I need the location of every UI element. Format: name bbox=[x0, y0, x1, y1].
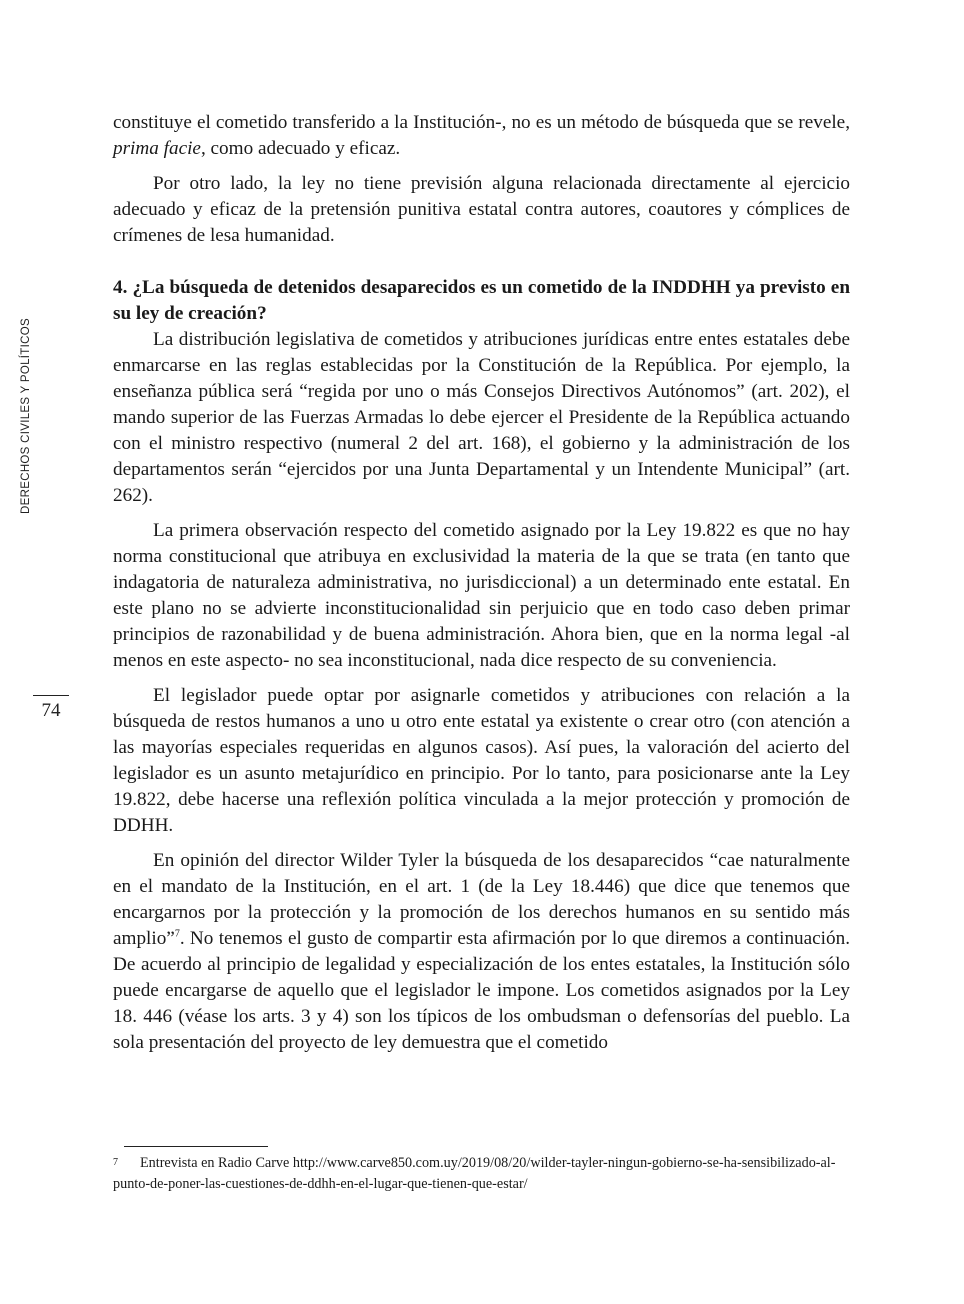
footnote-text: Entrevista en Radio Carve http://www.carve850.com.uy/2019/08/20/wilder-tayler-ningun-gobierno-se-ha-sensibilizado-al-punto-de-poner-las-cuestiones-de-ddhh-en-el-lugar-que-tienen-que-estar/ bbox=[113, 1155, 836, 1192]
paragraph bbox=[113, 848, 850, 1056]
footnote-rule bbox=[124, 1146, 268, 1147]
paragraph-text: . No tenemos el gusto de compartir esta afirmación por lo que diremos a continuación. De acuerdo al principio de legalidad y especialización de los entes estatales, la Institución sólo puede encargarse de aquello que el legislador le impone. Los cometidos asignados por la Ley 18. 446 (véase los arts. 3 y 4) son los típicos de los ombudsman o defensorías del pueblo. La sola presentación del proyecto de ley demuestra que el cometido bbox=[113, 928, 850, 1053]
footnote-reference: 7 bbox=[174, 928, 180, 940]
paragraph-text: constituye el cometido transferido a la Institución-, no es un método de búsqueda que se revele, bbox=[113, 112, 850, 133]
running-section-label bbox=[16, 318, 36, 513]
section-heading: 4. ¿La búsqueda de detenidos desaparecidos es un cometido de la INDDHH ya previsto en su ley de creación? bbox=[113, 277, 850, 324]
page-number-rule bbox=[33, 695, 69, 696]
paragraph-text: En opinión del director Wilder Tyler la búsqueda de los desaparecidos “cae naturalmente en el mandato de la Institución, en el art. 1 (de la Ley 18.446) que dice que tenemos que encargarnos por la protección y la promoción de los derechos humanos en su sentido más amplio” bbox=[113, 850, 850, 949]
section-label-text: DERECHOS CIVILES Y POLÍTICOS bbox=[20, 317, 32, 514]
paragraph-text: , como adecuado y eficaz. bbox=[200, 138, 401, 159]
paragraph: El legislador puede optar por asignarle cometidos y atribuciones con relación a la búsqueda de restos humanos a uno u otro ente estatal ya existente o crear otro (con atención a las mayorías especiales requeridas en algunos casos). Así pues, la valoración del acierto del legislador es un asunto metajurídico en principio. Por lo tanto, para posicionarse ante la Ley 19.822, debe hacerse una reflexión política vinculada a la mejor protección y promoción de DDHH. bbox=[113, 685, 850, 836]
page-number: 74 bbox=[41, 700, 61, 721]
paragraph: La primera observación respecto del cometido asignado por la Ley 19.822 es que no hay norma constitucional que atribuya en exclusividad la materia de la que se trata (en tanto que indagatoria de naturaleza administrativa, no jurisdiccional) a un determinado ente estatal. En este plano no se advierte inconstitucionalidad sin perjuicio que en todo caso deben primar principios de razonabilidad y de buena administración. Ahora bien, que en la norma legal -al menos en este aspecto- no sea inconstitucional, nada dice respecto de su conveniencia. bbox=[113, 520, 850, 671]
body-text bbox=[113, 110, 850, 1065]
paragraph: Por otro lado, la ley no tiene previsión alguna relacionada directamente al ejercicio adecuado y eficaz de la pretensión punitiva estatal contra autores, coautores y cómplices de crímenes de lesa humanidad. bbox=[113, 173, 850, 246]
paragraph: La distribución legislativa de cometidos y atribuciones jurídicas entre entes estatales debe enmarcarse en las reglas establecidas por la Constitución de la República. Por ejemplo, la enseñanza pública será “regida por uno o más Consejos Directivos Autónomos” (art. 202), el mando superior de las Fuerzas Armadas lo debe ejercer el Presidente de la República actuando con el ministro respectivo (numeral 2 del art. 168), el gobierno y la administración de los departamentos serán “ejercidos por una Junta Departamental y un Intendente Municipal” (art. 262). bbox=[113, 329, 850, 506]
footnote-number: 7 bbox=[113, 1157, 118, 1168]
italic-phrase: prima facie bbox=[113, 138, 201, 159]
footnote bbox=[113, 1153, 850, 1195]
paragraph-continuation bbox=[113, 110, 850, 162]
